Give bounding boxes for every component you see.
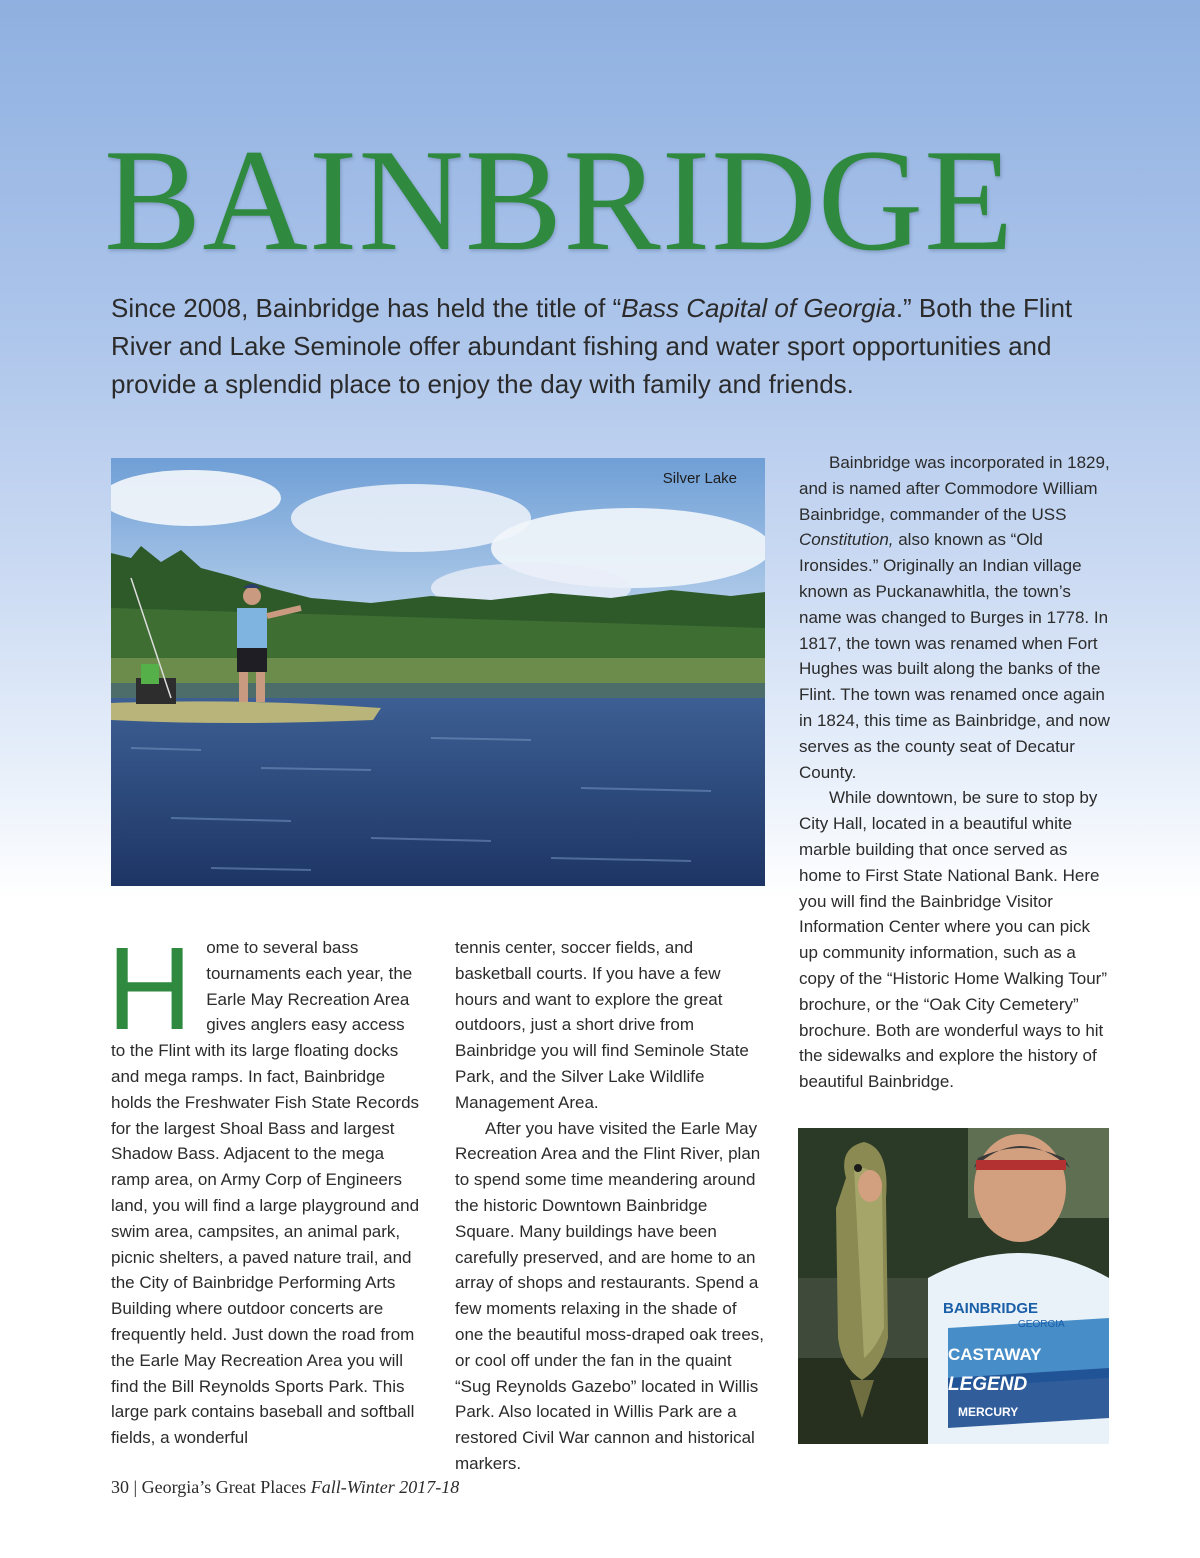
column-3 bbox=[799, 450, 1111, 1095]
shirt-text-legend: LEGEND bbox=[948, 1374, 1028, 1395]
col3-text: Bainbridge was incorporated in 1829, and is named after Commodore William Bainbridge, commander of the USS bbox=[799, 453, 1110, 524]
shirt-text-mercury: MERCURY bbox=[958, 1405, 1019, 1419]
page-title: BAINBRIDGE bbox=[104, 119, 1015, 281]
intro-text: Since 2008, Bainbridge has held the title of “ bbox=[111, 293, 622, 323]
page-number: 30 bbox=[111, 1477, 129, 1497]
column-1 bbox=[107, 923, 423, 1451]
magazine-name: Georgia’s Great Places bbox=[141, 1477, 307, 1497]
col1-paragraph: ome to several bass tournaments each year, the Earle May Recreation Area gives anglers easy access to the Flint with its large floating docks and mega ramps. In fact, Bainbridge holds the Freshwater Fish State Records for the largest Shoal Bass and largest Shadow Bass. Adjacent to the mega ramp area, on Army Corp of Engineers land, you will find a large playground and swim area, campsites, an animal park, picnic shelters, a paved nature trail, and the City of Bainbridge Performing Arts Building where outdoor concerts are frequently held. Just down the road from the Earle May Recreation Area you will find the Bill Reynolds Sports Park. This large park contains baseball and softball fields, a wonderful bbox=[111, 938, 420, 1448]
col3-text-rest: also known as “Old Ironsides.” Originally an Indian village known as Puckanawhitla, the town’s name was changed to Burges in 1778. In 1817, the town was renamed when Fort Hughes was built along the banks of the Flint. The town was renamed once again in 1824, this time as Bainbridge, and now serves as the county seat of Decatur County. bbox=[799, 530, 1110, 782]
silver-lake-photo bbox=[111, 458, 765, 886]
angler-image bbox=[798, 1128, 1109, 1444]
shirt-text-castaway: CASTAWAY bbox=[948, 1345, 1042, 1364]
column-2 bbox=[455, 935, 767, 1477]
intro-paragraph bbox=[111, 289, 1111, 403]
photo-caption: Silver Lake bbox=[662, 470, 737, 487]
footer-separator: | bbox=[133, 1477, 138, 1497]
col3-paragraph-2: While downtown, be sure to stop by City Hall, located in a beautiful white marble building that once served as home to First State National Bank. Here you will find the Bainbridge Visitor Information Center where you can pick up community information, such as a copy of the “Historic Home Walking Tour” brochure, or the “Oak City Cemetery” brochure. Both are wonderful ways to hit the sidewalks and explore the history of beautiful Bainbridge. bbox=[799, 788, 1107, 1092]
col2-paragraph-2: After you have visited the Earle May Recreation Area and the Flint River, plan to spend some time meandering around the historic Downtown Bainbridge Square. Many buildings have been carefully preserved, and are home to an array of shops and restaurants. Spend a few moments relaxing in the shade of one the beautiful moss-draped oak trees, or cool off under the fan in the quaint “Sug Reynolds Gazebo” located in Willis Park. Also located in Willis Park are a restored Civil War cannon and historical markers. bbox=[455, 1118, 765, 1473]
drop-cap: H bbox=[107, 923, 193, 1055]
shirt-text-bainbridge: BAINBRIDGE bbox=[943, 1300, 1039, 1317]
col2-paragraph-1: tennis center, soccer fields, and basketball courts. If you have a few hours and want to explore the great outdoors, just a short drive from Bainbridge you will find Seminole State Park, and the Silver Lake Wildlife Management Area. bbox=[455, 938, 749, 1112]
angler-bass-photo bbox=[798, 1128, 1109, 1444]
lake-scene-image bbox=[111, 458, 765, 886]
col3-paragraph-1 bbox=[799, 450, 1111, 785]
shirt-text-georgia: GEORGIA bbox=[1018, 1319, 1065, 1330]
page-footer bbox=[111, 1477, 459, 1498]
intro-text-rest: .” Both the Flint River and Lake Seminole offer abundant fishing and water sport opportunities and provide a splendid place to enjoy the day with family and friends. bbox=[111, 293, 1073, 399]
intro-italic: Bass Capital of Georgia bbox=[621, 293, 896, 323]
issue-label: Fall-Winter 2017-18 bbox=[310, 1477, 460, 1497]
col3-italic: Constitution, bbox=[799, 530, 894, 550]
